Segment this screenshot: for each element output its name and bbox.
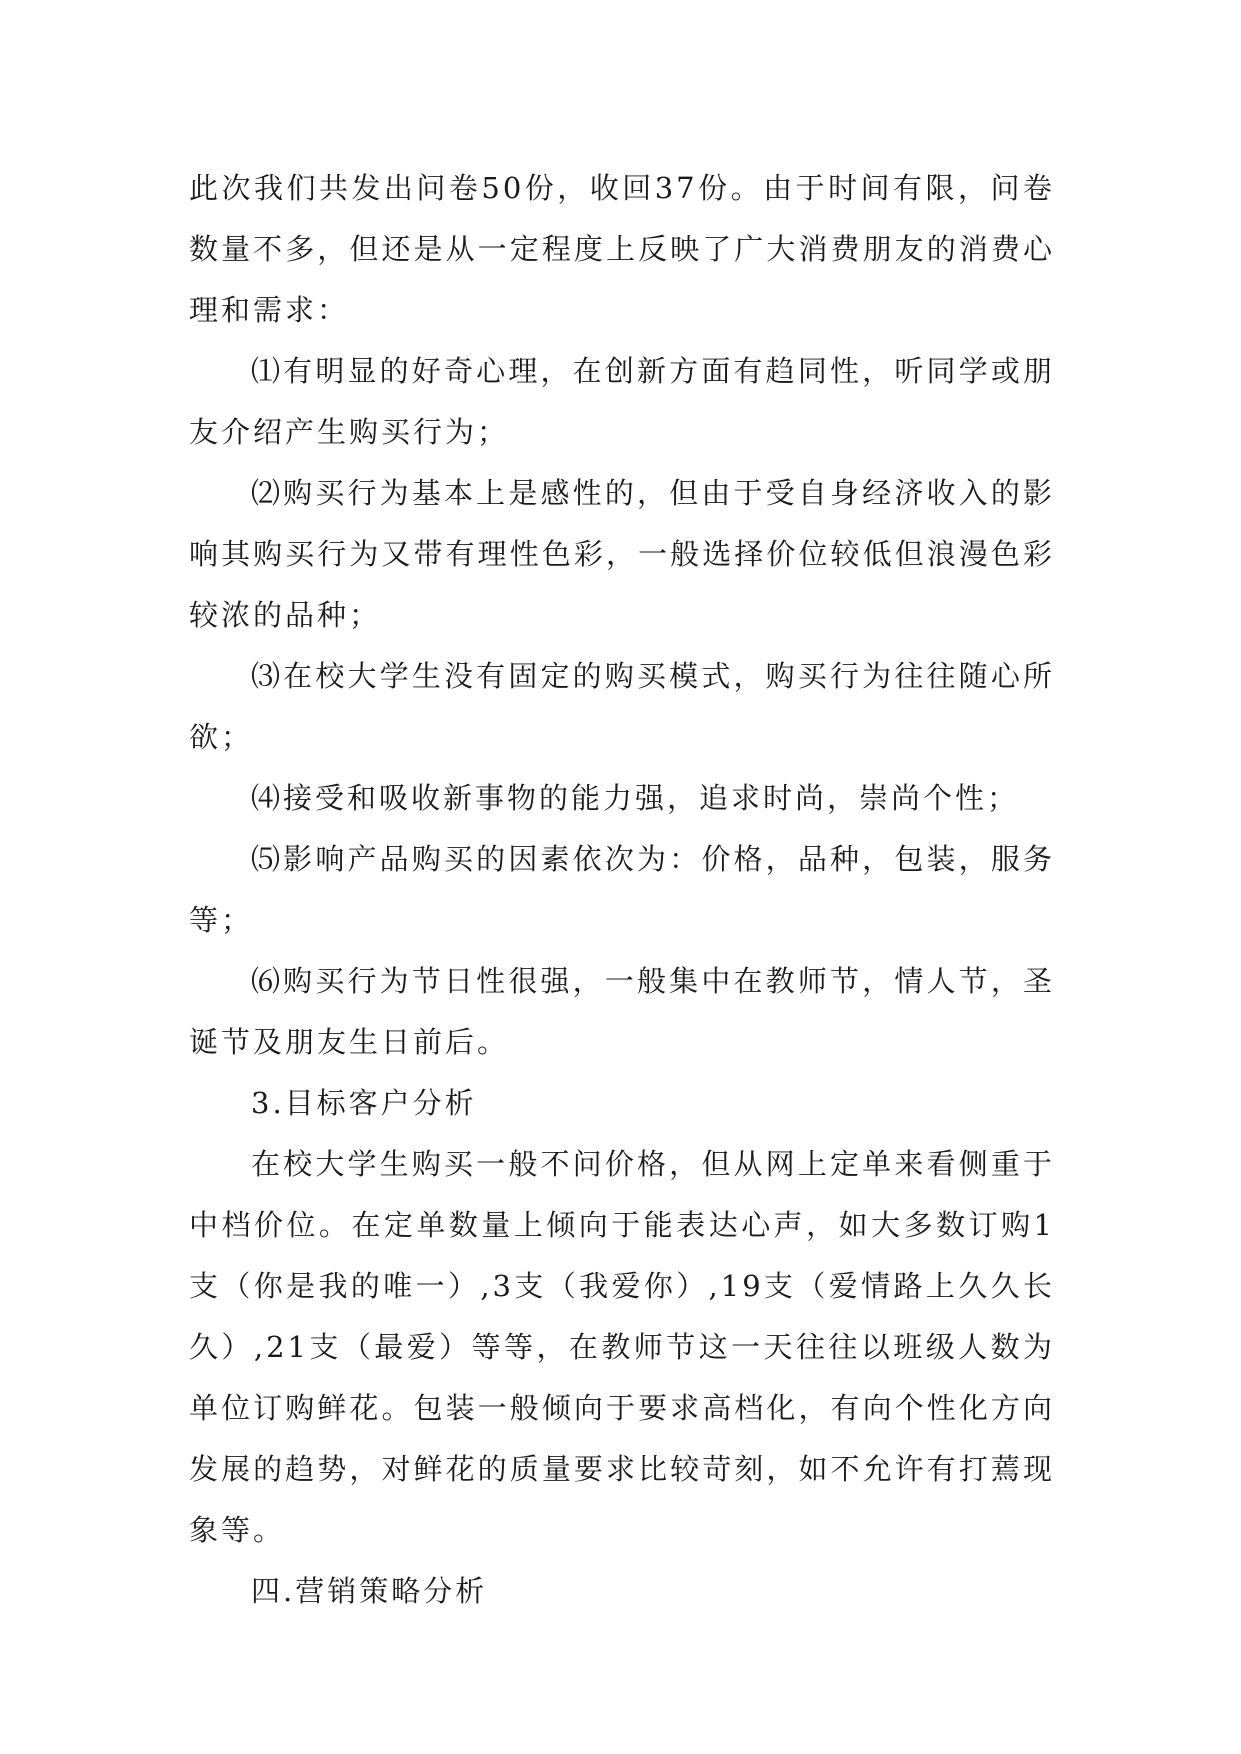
list-item-6: ⑹购买行为节日性很强，一般集中在教师节，情人节，圣诞节及朋友生日前后。 <box>189 964 1055 1059</box>
section-heading-marketing-strategy: 四.营销策略分析 <box>251 1574 488 1608</box>
list-item-4: ⑷接受和吸收新事物的能力强，追求时尚，崇尚个性； <box>251 781 1020 815</box>
paragraph-survey-intro: 此次我们共发出问卷50份，收回37份。由于时间有限，问卷数量不多，但还是从一定程度上反映了广大消费朋友的消费心理和需求： <box>189 171 1055 327</box>
list-item-5: ⑸影响产品购买的因素依次为：价格，品种，包装，服务等； <box>189 842 1055 937</box>
list-item-3: ⑶在校大学生没有固定的购买模式，购买行为往往随心所欲； <box>189 659 1055 754</box>
document-body <box>189 158 1055 1622</box>
section-heading-target-customer: 3.目标客户分析 <box>251 1086 477 1120</box>
paragraph-target-customer: 在校大学生购买一般不问价格，但从网上定单来看侧重于中档价位。在定单数量上倾向于能表达心声，如大多数订购1支（你是我的唯一）,3支（我爱你）,19支（爱情路上久久长久）,21支（最爱）等等，在教师节这一天往往以班级人数为单位订购鲜花。包装一般倾向于要求高档化，有向个性化方向发展的趋势，对鲜花的质量要求比较苛刻，如不允许有打蔫现象等。 <box>189 1147 1055 1547</box>
list-item-2: ⑵购买行为基本上是感性的，但由于受自身经济收入的影响其购买行为又带有理性色彩，一般选择价位较低但浪漫色彩较浓的品种； <box>189 476 1055 632</box>
list-item-1: ⑴有明显的好奇心理，在创新方面有趋同性，听同学或朋友介绍产生购买行为； <box>189 354 1055 449</box>
